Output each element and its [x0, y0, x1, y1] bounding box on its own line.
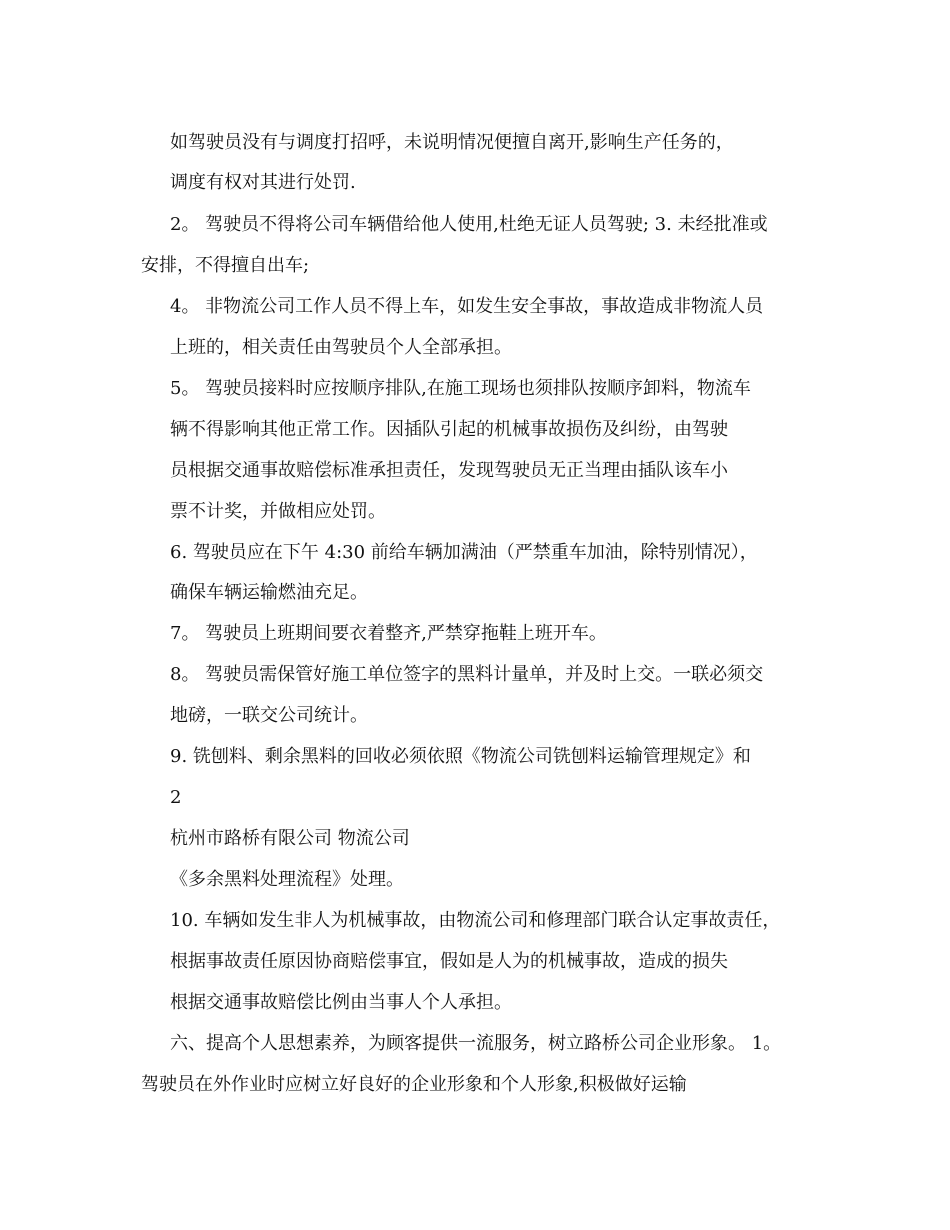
paragraph-line-8: 辆不得影响其他正常工作。因插队引起的机械事故损伤及纠纷，由驾驶	[170, 419, 728, 440]
paragraph-line-13: 7。 驾驶员上班期间要衣着整齐,严禁穿拖鞋上班开车。	[170, 623, 607, 644]
paragraph-line-19: 根据事故责任原因协商赔偿事宜，假如是人为的机械事故，造成的损失	[170, 951, 728, 972]
paragraph-line-2: 调度有权对其进行处罚.	[170, 172, 356, 193]
paragraph-line-6: 上班的，相关责任由驾驶员个人全部承担。	[170, 337, 512, 358]
paragraph-line-18: 10. 车辆如发生非人为机械事故，由物流公司和修理部门联合认定事故责任，	[170, 910, 781, 931]
paragraph-line-15: 地磅，一联交公司统计。	[170, 705, 368, 726]
paragraph-line-3: 2。 驾驶员不得将公司车辆借给他人使用,杜绝无证人员驾驶; 3. 未经批准或	[170, 214, 768, 235]
paragraph-line-4: 安排，不得擅自出车;	[141, 255, 310, 276]
section-heading-six: 六、提高个人思想素养，为顾客提供一流服务，树立路桥公司企业形象。 1。	[170, 1033, 782, 1054]
paragraph-line-1: 如驾驶员没有与调度打招呼，未说明情况便擅自离开,影响生产任务的，	[170, 132, 734, 153]
page-number: 2	[170, 787, 182, 808]
paragraph-line-12: 确保车辆运输燃油充足。	[170, 582, 368, 603]
paragraph-line-11: 6. 驾驶员应在下午 4:30 前给车辆加满油（严禁重车加油，除特别情况），	[170, 542, 758, 563]
paragraph-line-10: 票不计奖，并做相应处罚。	[170, 501, 386, 522]
company-header: 杭州市路桥有限公司 物流公司	[170, 828, 410, 849]
paragraph-line-14: 8。 驾驶员需保管好施工单位签字的黑料计量单，并及时上交。一联必须交	[170, 664, 764, 685]
paragraph-line-9: 员根据交通事故赔偿标准承担责任，发现驾驶员无正当理由插队该车小	[170, 460, 728, 481]
paragraph-line-16: 9. 铣刨料、剩余黑料的回收必须依照《物流公司铣刨料运输管理规定》和	[170, 746, 751, 767]
paragraph-line-17: 《多余黑料处理流程》处理。	[170, 869, 404, 890]
paragraph-line-7: 5。 驾驶员接料时应按顺序排队,在施工现场也须排队按顺序卸料，物流车	[170, 378, 751, 399]
paragraph-line-20: 根据交通事故赔偿比例由当事人个人承担。	[170, 992, 512, 1013]
paragraph-line-5: 4。 非物流公司工作人员不得上车，如发生安全事故，事故造成非物流人员	[170, 296, 764, 317]
paragraph-line-21: 驾驶员在外作业时应树立好良好的企业形象和个人形象,积极做好运输	[141, 1074, 687, 1095]
